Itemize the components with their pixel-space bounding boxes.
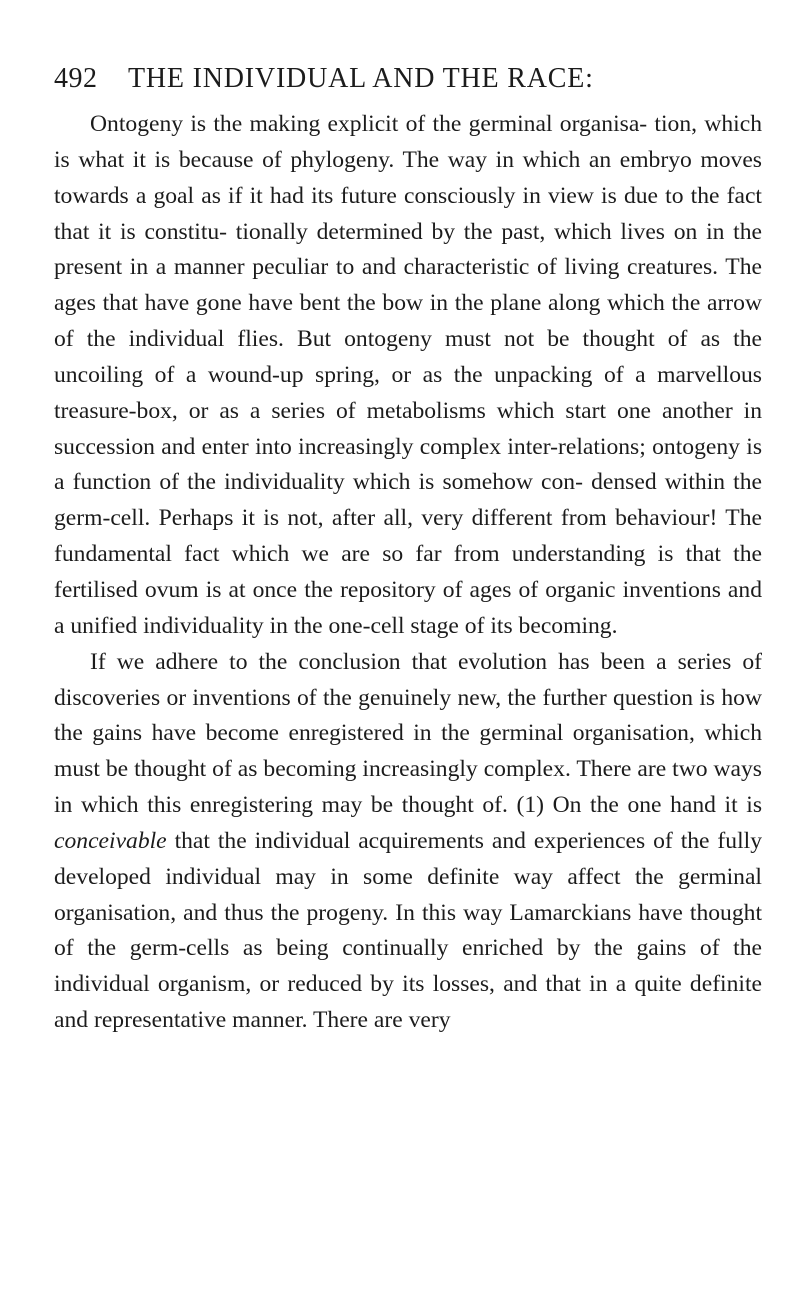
running-head — [54, 62, 762, 96]
running-title: THE INDIVIDUAL AND THE RACE: — [128, 63, 594, 94]
paragraph-ontogeny: Ontogeny is the making explicit of the germinal organisa- tion, which is what it is because of phylogeny. The way in which an embryo moves towards a goal as if it had its future consciously in view is due to the fact that it is constitu- tionally determined by the past, which lives on in the present in a manner peculiar to and characteristic of living creatures. The ages that have gone have bent the bow in the plane along which the arrow of the individual flies. But ontogeny must not be thought of as the uncoiling of a wound-up spring, or as the unpacking of a marvellous treasure-box, or as a series of metabolisms which start one another in succession and enter into increasingly complex inter-relations; ontogeny is a function of the individuality which is somehow con- densed within the germ-cell. Perhaps it is not, after all, very different from behaviour! The fundamental fact which we are so far from understanding is that the fertilised ovum is at once the repository of ages of organic inventions and a unified individuality in the one-cell stage of its becoming. — [54, 111, 762, 639]
book-page — [54, 62, 762, 1039]
body-text — [54, 107, 762, 1039]
page-number: 492 — [54, 63, 98, 94]
paragraph-text-before-italic: If we adhere to the conclusion that evolution has been a series of discoveries or inventions of the genuinely new, the further question is how the gains have become enregistered in the germinal organisation, which must be thought of as becoming increasingly complex. There are two ways in which this enregistering may be thought of. (1) On the one hand it is — [54, 648, 762, 819]
paragraph-text-after-italic: that the individual acquirements and experiences of the fully developed individual may in some definite way affect the germinal organisation, and thus the progeny. In this way Lamarckians have thought of the germ-cells as being continually enriched by the gains of the individual organism, or reduced by its losses, and that in a quite definite and representative manner. There are very — [54, 827, 762, 1034]
paragraph-enregistering — [54, 645, 762, 1039]
italic-word-conceivable: conceivable — [54, 827, 167, 854]
